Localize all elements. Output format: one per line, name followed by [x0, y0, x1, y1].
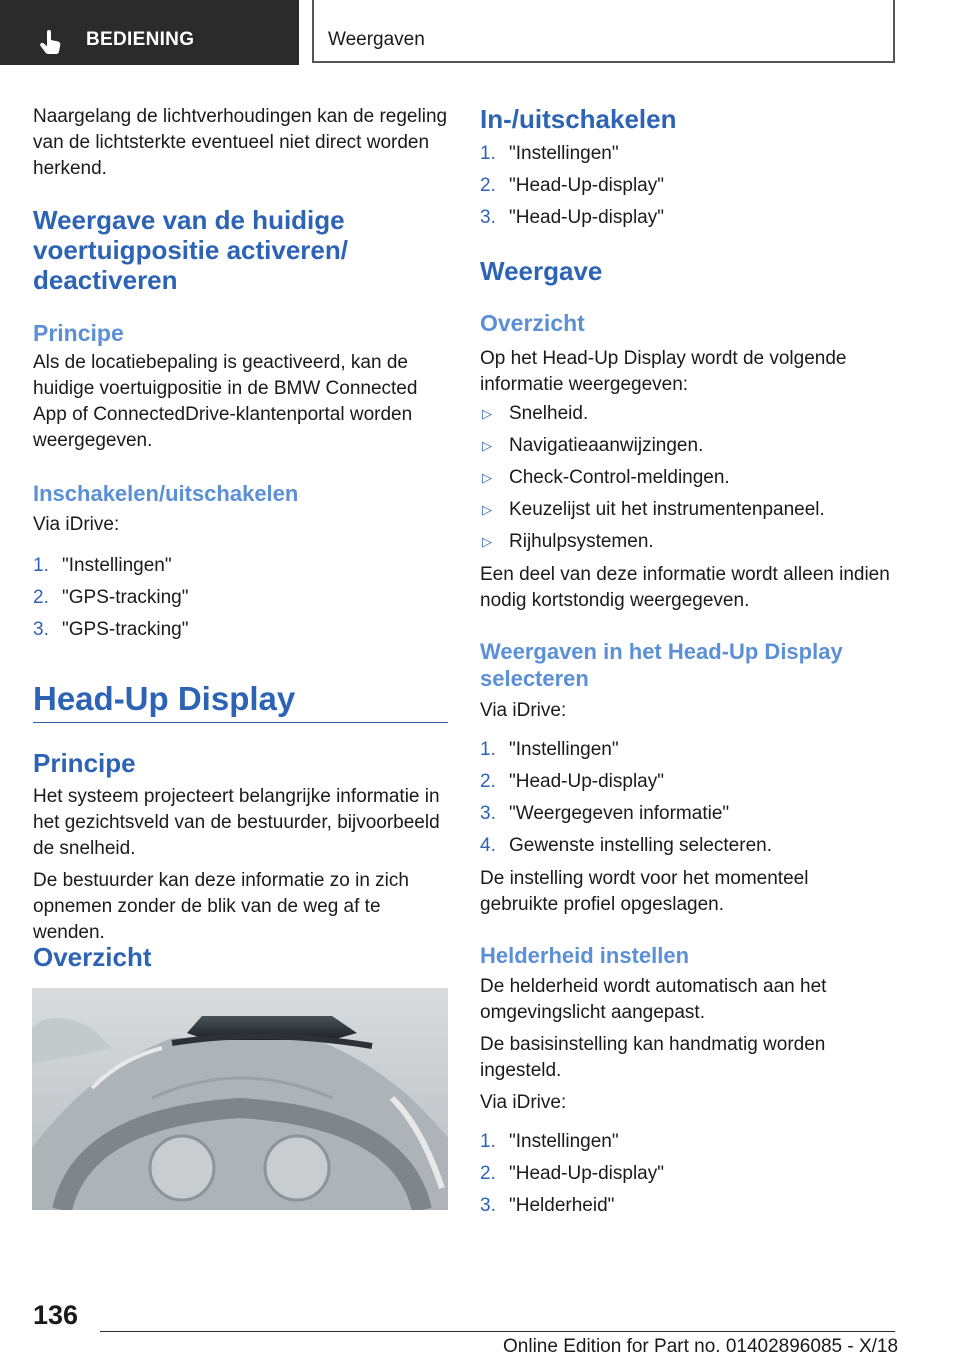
via-idrive-label-2: Via iDrive: — [480, 1092, 567, 1113]
chapter-title: Weergaven — [328, 29, 425, 50]
section-label: BEDIENING — [86, 29, 195, 50]
heading-principe-1: Principe — [33, 320, 124, 346]
sel-steps-list — [480, 734, 890, 862]
intro-paragraph: Naargelang de lichtverhoudingen kan de regeling van de lichtsterkte eventueel niet direct worden herkend. — [33, 106, 448, 179]
heading-inschakelen: Inschakelen/uitschakelen — [33, 481, 299, 506]
list-item: 3. "Head-Up-display" — [480, 207, 664, 228]
overzicht-text: Op het Head-Up Display wordt de volgende informatie weergegeven: — [480, 348, 847, 395]
helderheid-steps-list — [480, 1126, 890, 1222]
list-item: ▷ Keuzelijst uit het instrumentenpaneel. — [480, 494, 890, 526]
list-item: ▷ Check-Control-meldingen. — [480, 462, 890, 494]
list-item: 1. "Instellingen" — [480, 143, 619, 164]
edition-text: Online Edition for Part no. 01402896085 - X/18 — [503, 1336, 899, 1357]
heading-weergave: Weergave — [480, 256, 603, 286]
footer-rule — [100, 1331, 895, 1332]
list-item: 1. "Instellingen" — [480, 739, 619, 760]
opgeslagen-text: De instelling wordt voor het momenteel gebruikte profiel opgeslagen. — [480, 868, 809, 915]
heading-rule — [33, 722, 448, 723]
heading-helderheid: Helderheid instellen — [480, 943, 690, 968]
list-item: ▷ Snelheid. — [480, 398, 890, 430]
chapter-tab — [312, 0, 895, 63]
hand-pointer-icon — [38, 29, 64, 55]
list-item: 2. "Head-Up-display" — [480, 175, 664, 196]
heading-head-up-display: Head-Up Display — [33, 680, 296, 717]
list-item: 3. "Weergegeven informatie" — [480, 803, 730, 824]
heading-principe-2: Principe — [33, 748, 136, 778]
list-item: 2. "Head-Up-display" — [480, 771, 664, 792]
heading-overzicht-right: Overzicht — [480, 310, 585, 336]
list-item: ▷ Navigatieaanwijzingen. — [480, 430, 890, 462]
heading-weergaven-selecteren: Weergaven in het Head-Up Display selecteren — [480, 639, 843, 691]
page-number: 136 — [33, 1300, 79, 1330]
list-item: ▷ Rijhulpsystemen. — [480, 526, 890, 558]
gps-steps-list — [33, 550, 448, 646]
list-item: 1. "Instellingen" — [33, 555, 172, 576]
list-item: 3. "GPS-tracking" — [33, 619, 189, 640]
info-bullet-list — [480, 398, 890, 558]
triangle-bullet-icon: ▷ — [482, 406, 492, 421]
list-item: 2. "GPS-tracking" — [33, 587, 189, 608]
head-up-display-photo — [32, 988, 448, 1210]
deel-text: Een deel van deze informatie wordt alleen indien nodig kortstondig weergegeven. — [480, 564, 890, 611]
via-idrive-label: Via iDrive: — [480, 700, 567, 721]
list-item: 4. Gewenste instelling selecteren. — [480, 835, 772, 856]
section-tab — [0, 0, 299, 65]
via-idrive-label: Via iDrive: — [33, 514, 120, 535]
heading-overzicht-left: Overzicht — [33, 942, 152, 972]
principe-1-text: Als de locatiebepaling is geactiveerd, kan de huidige voertuigpositie in de BMW Connected App of ConnectedDrive-klantenportal worden weergegeven. — [33, 352, 418, 451]
heading-in-uitschakelen: In-/uitschakelen — [480, 104, 677, 134]
triangle-bullet-icon: ▷ — [482, 438, 492, 453]
principe-2-text-1: Het systeem projecteert belangrijke informatie in het gezichtsveld van de bestuurder, bijvoorbeeld de snelheid. — [33, 786, 440, 859]
heading-vehicle-position: Weergave van de huidige voertuigpositie activeren/ deactiveren — [33, 205, 348, 295]
principe-2-text-2: De bestuurder kan deze informatie zo in zich opnemen zonder de blik van de weg af te wenden. — [33, 870, 409, 943]
list-item: 2. "Head-Up-display" — [480, 1163, 664, 1184]
triangle-bullet-icon: ▷ — [482, 534, 492, 549]
helderheid-text-2: De basisinstelling kan handmatig worden ingesteld. — [480, 1034, 826, 1081]
helderheid-text-1: De helderheid wordt automatisch aan het omgevingslicht aangepast. — [480, 976, 827, 1023]
list-item: 1. "Instellingen" — [480, 1131, 619, 1152]
triangle-bullet-icon: ▷ — [482, 470, 492, 485]
list-item: 3. "Helderheid" — [480, 1195, 615, 1216]
inuit-steps-list — [480, 138, 890, 234]
triangle-bullet-icon: ▷ — [482, 502, 492, 517]
